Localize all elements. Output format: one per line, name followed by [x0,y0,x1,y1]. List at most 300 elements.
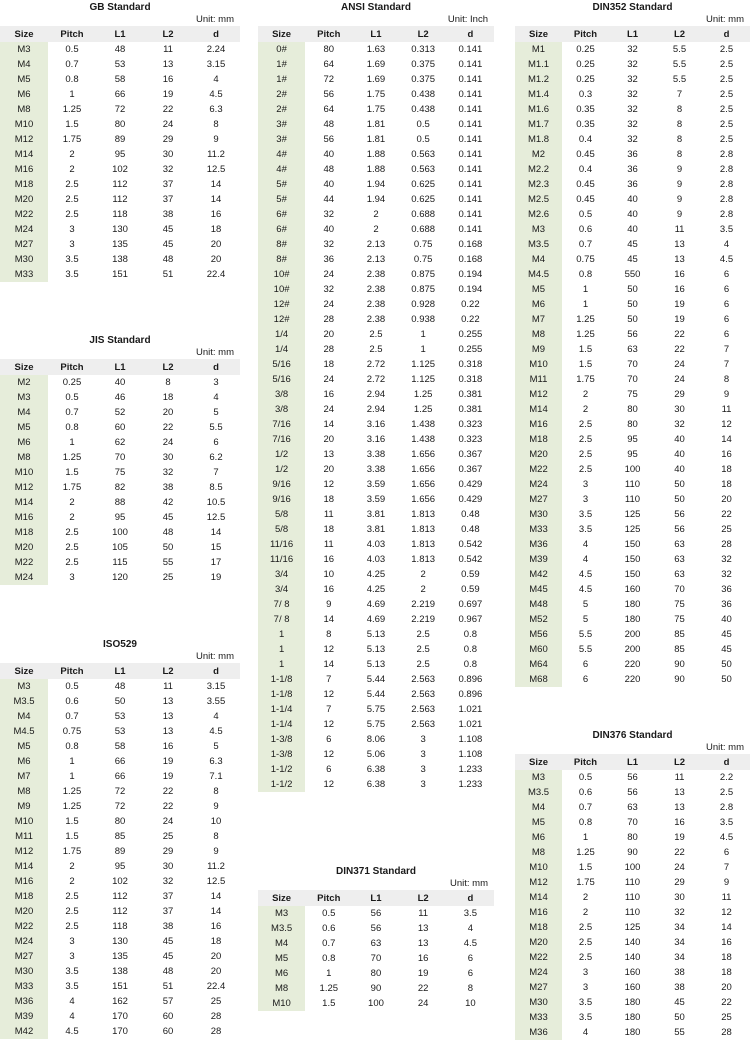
table-cell: 28 [323,314,335,325]
size-cell: M20 [0,192,48,207]
table-row [258,996,494,1011]
table-cell: 112 [112,906,128,917]
table-cell: 16 [674,269,685,280]
din371-standard-section [258,866,494,1011]
size-cell: M8 [0,450,48,465]
gb-standard-table [0,26,240,282]
table-row [258,477,494,492]
table-cell: 11 [721,892,732,903]
column-header: Size [0,663,48,679]
table-cell: 9 [213,134,219,145]
table-cell: 200 [624,629,641,640]
table-cell: 29 [162,846,174,857]
table-cell: 3 [582,982,589,993]
size-cell: M12 [0,480,48,495]
size-cell: M16 [515,905,562,920]
table-cell: 85 [674,644,685,655]
table-cell: 45 [162,936,174,947]
size-cell: 5/8 [258,507,305,522]
table-cell: 11 [674,772,685,783]
table-cell: 0.5 [65,681,79,692]
size-cell: M10 [515,357,562,372]
table-cell: 2.5 [369,329,383,340]
table-cell: 13 [162,711,174,722]
table-cell: 10 [465,998,476,1009]
table-row [258,147,494,162]
size-cell: M27 [0,237,48,252]
table-row [258,597,494,612]
table-cell: 135 [112,239,128,250]
table-cell: 5.13 [366,659,386,670]
size-cell: M1.4 [515,87,562,102]
table-cell: 1.25 [62,104,82,115]
din352-standard-title: DIN352 Standard [592,2,673,13]
table-cell: 13 [674,239,685,250]
table-row [0,769,240,784]
table-cell: 48 [162,966,174,977]
table-cell: 6 [723,314,730,325]
table-cell: 25 [721,1012,732,1023]
table-cell: 53 [114,711,126,722]
table-cell: 0.625 [411,179,436,190]
table-cell: 2.5 [65,921,79,932]
table-cell: 5.75 [366,719,386,730]
table-row [0,694,240,709]
table-row [515,995,750,1010]
table-cell: 0.5 [65,44,79,55]
table-cell: 3.5 [65,966,79,977]
table-cell: 1.25 [576,314,595,325]
table-row [258,936,494,951]
table-cell: 14 [323,659,335,670]
table-cell: 56 [370,908,382,919]
table-cell: 1 [582,299,589,310]
table-row [515,935,750,950]
table-cell: 2.219 [411,599,436,610]
table-cell: 89 [114,846,126,857]
table-header-row [258,26,494,42]
table-row [515,282,750,297]
table-row [258,702,494,717]
table-cell: 1.75 [576,374,595,385]
size-cell: M42 [0,1024,48,1039]
table-cell: 0.25 [62,377,82,388]
size-cell: M56 [515,627,562,642]
table-cell: 24 [674,374,685,385]
table-row [0,934,240,949]
table-cell: 2.94 [366,404,386,415]
table-cell: 45 [721,644,732,655]
size-cell: M36 [515,537,562,552]
table-cell: 2.5 [65,542,79,553]
size-cell: M33 [0,979,48,994]
table-cell: 45 [721,629,732,640]
table-row [0,799,240,814]
table-row [0,267,240,282]
table-cell: 0.141 [458,224,483,235]
table-cell: 5.13 [366,644,386,655]
table-row [0,495,240,510]
size-cell: 10# [258,282,305,297]
table-cell: 0.6 [65,696,79,707]
table-cell: 1.69 [366,74,386,85]
table-cell: 112 [112,891,128,902]
table-cell: 1.75 [62,482,82,493]
table-cell: 50 [674,479,685,490]
table-cell: 50 [114,696,126,707]
table-cell: 100 [624,862,641,873]
table-cell: 0.25 [576,74,595,85]
table-cell: 10 [210,816,222,827]
table-cell: 80 [323,44,335,55]
table-cell: 0.367 [458,449,483,460]
table-cell: 3 [420,734,426,745]
table-cell: 88 [114,497,126,508]
table-cell: 8 [723,374,730,385]
table-cell: 80 [627,419,638,430]
table-cell: 14 [210,891,222,902]
table-cell: 6 [582,674,589,685]
size-cell: M52 [515,612,562,627]
table-cell: 18 [721,952,732,963]
table-cell: 50 [162,542,174,553]
size-cell: M8 [0,784,48,799]
size-cell: M24 [515,965,562,980]
table-cell: 18 [323,359,335,370]
table-cell: 0.75 [413,239,433,250]
table-cell: 6.38 [366,764,386,775]
column-header: d [447,890,494,906]
table-cell: 0.6 [578,224,593,235]
table-row [258,906,494,921]
table-row [258,267,494,282]
table-row [258,657,494,672]
table-cell: 0.141 [458,119,483,130]
table-cell: 13 [674,254,685,265]
size-cell: 6# [258,222,305,237]
table-cell: 18 [721,479,732,490]
table-row [515,980,750,995]
size-cell: M6 [258,966,305,981]
table-cell: 30 [674,892,685,903]
column-header: d [192,663,240,679]
table-row [258,342,494,357]
table-cell: 18 [323,524,335,535]
table-cell: 38 [674,982,685,993]
column-header: d [192,26,240,42]
table-cell: 12 [323,479,335,490]
table-cell: 0.141 [458,164,483,175]
table-cell: 56 [627,787,638,798]
table-cell: 40 [627,194,638,205]
table-cell: 0.8 [578,817,593,828]
table-cell: 6 [213,437,219,448]
table-cell: 0.168 [458,239,483,250]
table-cell: 40 [674,434,685,445]
size-cell: 8# [258,237,305,252]
table-cell: 50 [627,299,638,310]
table-cell: 28 [323,344,335,355]
table-row [258,357,494,372]
table-row [515,207,750,222]
size-cell: M16 [515,417,562,432]
table-cell: 32 [627,89,638,100]
table-row [0,555,240,570]
table-cell: 0.625 [411,194,436,205]
table-cell: 11 [674,224,685,235]
table-cell: 8 [467,983,474,994]
table-cell: 6 [723,284,730,295]
table-cell: 37 [162,179,174,190]
table-cell: 0.22 [461,299,480,310]
size-cell: 7/16 [258,417,305,432]
column-header: L1 [96,663,144,679]
size-cell: M7 [0,769,48,784]
table-cell: 220 [624,674,641,685]
table-cell: 1.88 [366,164,386,175]
table-row [515,462,750,477]
table-cell: 53 [114,59,126,70]
size-cell: 4# [258,162,305,177]
table-cell: 16 [323,584,335,595]
table-cell: 1.021 [458,704,483,715]
table-cell: 8 [676,134,683,145]
size-cell: M3.5 [515,785,562,800]
table-cell: 2.5 [578,434,593,445]
table-cell: 180 [624,997,641,1008]
table-cell: 1.656 [411,479,436,490]
table-cell: 12 [323,644,335,655]
table-row [515,800,750,815]
table-cell: 32 [674,907,685,918]
table-row [0,57,240,72]
table-row [515,905,750,920]
table-cell: 55 [674,1027,685,1038]
table-cell: 56 [323,89,335,100]
size-cell: 3# [258,117,305,132]
size-cell: M1.2 [515,72,562,87]
size-cell: M33 [0,267,48,282]
table-cell: 16 [721,449,732,460]
table-cell: 110 [624,494,641,505]
size-cell: 11/16 [258,537,305,552]
table-cell: 1.656 [411,494,436,505]
table-row [515,492,750,507]
table-row [0,829,240,844]
table-cell: 2.72 [366,374,386,385]
table-cell: 80 [627,404,638,415]
table-cell: 8 [165,377,171,388]
table-cell: 1.88 [366,149,386,160]
table-cell: 45 [162,239,174,250]
table-cell: 14 [323,419,335,430]
table-row [258,921,494,936]
table-cell: 57 [162,996,174,1007]
size-cell: M30 [0,964,48,979]
table-cell: 95 [114,861,126,872]
table-cell: 0.429 [458,479,483,490]
table-cell: 19 [162,771,174,782]
table-cell: 138 [112,254,128,265]
table-cell: 3.5 [719,224,734,235]
table-cell: 1.108 [458,734,483,745]
table-row [515,237,750,252]
table-cell: 7 [676,89,683,100]
table-cell: 56 [627,329,638,340]
table-cell: 1.5 [578,344,593,355]
column-header: Size [515,754,562,770]
table-cell: 220 [624,659,641,670]
table-cell: 90 [370,983,382,994]
table-row [258,687,494,702]
column-header: L1 [96,26,144,42]
table-cell: 2 [69,861,75,872]
table-cell: 28 [210,1026,222,1037]
table-cell: 4.5 [209,89,223,100]
table-cell: 1.25 [576,847,595,858]
size-cell: M10 [0,465,48,480]
size-cell: M5 [515,815,562,830]
table-cell: 29 [674,389,685,400]
table-cell: 22 [162,801,174,812]
table-cell: 1 [326,968,332,979]
table-cell: 30 [162,149,174,160]
table-cell: 0.896 [458,689,483,700]
table-row [515,147,750,162]
table-row [0,102,240,117]
table-row [0,117,240,132]
table-row [0,510,240,525]
table-row [515,357,750,372]
table-row [258,162,494,177]
table-cell: 60 [114,422,126,433]
column-header: L1 [96,359,144,375]
size-cell: M48 [515,597,562,612]
size-cell: 1/2 [258,462,305,477]
size-cell: M5 [0,420,48,435]
table-cell: 2.5 [578,937,593,948]
table-cell: 0.697 [458,599,483,610]
table-cell: 95 [114,149,126,160]
table-row [515,1025,750,1040]
table-cell: 1.94 [366,179,386,190]
table-cell: 4 [69,1011,75,1022]
table-row [515,627,750,642]
table-row [515,785,750,800]
ansi-standard-table [258,26,494,792]
table-cell: 34 [674,952,685,963]
table-cell: 1.5 [578,359,593,370]
size-cell: M36 [0,994,48,1009]
table-cell: 6 [582,659,589,670]
table-cell: 14 [210,194,222,205]
table-cell: 4.25 [366,569,386,580]
table-cell: 1.25 [62,452,82,463]
table-cell: 1.108 [458,749,483,760]
table-cell: 2.5 [65,209,79,220]
table-cell: 12 [323,689,335,700]
table-cell: 58 [114,74,126,85]
table-cell: 0.7 [65,59,79,70]
table-cell: 2.563 [411,674,436,685]
table-cell: 8 [213,119,219,130]
table-row [0,450,240,465]
column-header: Pitch [305,890,352,906]
table-cell: 9 [723,389,730,400]
table-cell: 102 [112,164,128,175]
table-cell: 13 [417,938,429,949]
size-cell: 1-1/4 [258,717,305,732]
din376-standard-table [515,754,750,1040]
table-cell: 60 [162,1026,174,1037]
size-cell: 0# [258,42,305,57]
table-cell: 18 [721,464,732,475]
table-cell: 0.4 [578,164,593,175]
table-cell: 5.06 [366,749,386,760]
table-row [515,582,750,597]
table-cell: 4 [582,554,589,565]
table-cell: 2.5 [416,629,430,640]
table-cell: 150 [624,554,641,565]
table-cell: 0.141 [458,89,483,100]
table-cell: 24 [162,119,174,130]
table-cell: 2 [582,892,589,903]
table-cell: 3.81 [366,509,386,520]
table-cell: 0.59 [461,584,480,595]
size-cell: 5/16 [258,372,305,387]
table-cell: 6.3 [209,756,223,767]
iso529-section [0,639,240,1039]
table-cell: 2.8 [719,209,734,220]
size-cell: M12 [0,844,48,859]
table-row [0,874,240,889]
size-cell: M18 [0,177,48,192]
table-cell: 8 [676,149,683,160]
table-cell: 32 [627,104,638,115]
table-cell: 5.44 [366,674,386,685]
table-cell: 0.7 [578,802,593,813]
table-cell: 5.5 [672,59,687,70]
table-cell: 0.938 [411,314,436,325]
table-cell: 66 [114,89,126,100]
table-cell: 53 [114,726,126,737]
table-cell: 2.72 [366,359,386,370]
table-row [515,432,750,447]
size-cell: M4.5 [0,724,48,739]
size-cell: M30 [515,507,562,522]
table-cell: 2.8 [719,802,734,813]
table-row [0,844,240,859]
table-cell: 2.5 [65,891,79,902]
table-cell: 8.5 [209,482,223,493]
table-cell: 36 [627,164,638,175]
table-cell: 2.5 [719,59,734,70]
table-cell: 32 [627,74,638,85]
table-cell: 0.141 [458,179,483,190]
table-cell: 0.7 [322,938,336,949]
table-cell: 11.2 [207,149,225,160]
table-cell: 11 [323,509,334,520]
table-cell: 11.2 [207,861,225,872]
table-cell: 1.75 [576,877,595,888]
table-cell: 70 [627,817,638,828]
table-cell: 38 [674,967,685,978]
column-header: Pitch [305,26,352,42]
table-cell: 36 [627,149,638,160]
table-cell: 82 [114,482,126,493]
table-cell: 0.141 [458,59,483,70]
table-cell: 1.813 [411,539,436,550]
